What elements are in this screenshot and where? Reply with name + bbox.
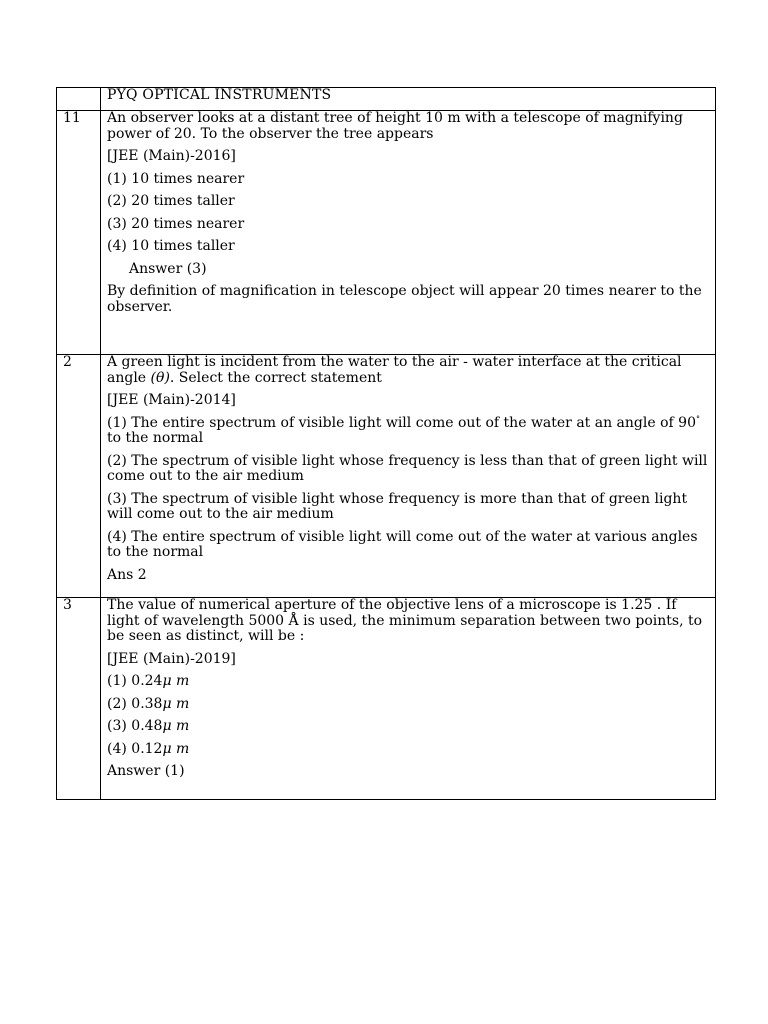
- option-2: (2) 20 times taller: [107, 193, 235, 209]
- answer: Answer (3): [129, 260, 207, 277]
- question-text-part-a: The value of numerical aperture of the objective lens of a microscope is 1.25 . If light of wavelength: [107, 597, 677, 629]
- wavelength-value: 5000 Å: [248, 612, 299, 629]
- option-4: [107, 742, 709, 758]
- option-3: (3) 20 times nearer: [107, 215, 245, 232]
- option-3: (3) The spectrum of visible light whose frequency is more than that of green light will come out to the air medium: [107, 490, 688, 522]
- question-text-part-b: is used, the minimum separation between two points, to be seen as distinct, will be :: [107, 612, 703, 644]
- theta-symbol: (θ): [150, 369, 170, 386]
- question-cell: [101, 111, 716, 355]
- exam-tag: [JEE (Main)-2019]: [107, 650, 236, 667]
- question-table: [56, 87, 716, 800]
- header-number-cell: [57, 88, 101, 111]
- option-2: [107, 697, 709, 713]
- option-1-angle: [678, 415, 700, 431]
- option-label: (3): [107, 718, 127, 734]
- question-number: 2: [57, 355, 101, 598]
- question-text-part-b: . Select the correct statement: [169, 369, 382, 386]
- option-1-text-a: (1) The entire spectrum of visible light will come out of the water at an angle of: [107, 414, 674, 431]
- header-title-cell: [101, 88, 716, 111]
- option-label: (4): [107, 740, 127, 757]
- table-row: [57, 598, 716, 800]
- table-header-row: [57, 88, 716, 111]
- answer: Answer (1): [107, 763, 185, 779]
- option-1: [107, 413, 709, 447]
- question-cell: [101, 355, 716, 598]
- option-value: 0.38: [131, 695, 163, 712]
- angle-value: 90: [678, 414, 696, 431]
- option-1: [107, 674, 709, 690]
- option-2: (2) The spectrum of visible light whose frequency is less than that of green light will come out to the air medium: [107, 452, 708, 484]
- option-unit: μ m: [162, 718, 190, 734]
- option-4: (4) 10 times taller: [107, 238, 235, 254]
- answer: Ans 2: [107, 566, 147, 583]
- option-3: [107, 719, 709, 735]
- option-label: (1): [107, 673, 127, 689]
- option-value: 0.48: [131, 718, 163, 734]
- question-text: [107, 355, 709, 386]
- option-1: (1) 10 times nearer: [107, 170, 245, 187]
- option-label: (2): [107, 695, 127, 712]
- option-value: 0.12: [131, 740, 163, 757]
- option-unit: μ m: [162, 673, 190, 689]
- table-row: [57, 111, 716, 355]
- option-value: 0.24: [131, 673, 163, 689]
- question-number: 3: [57, 598, 101, 800]
- question-text: [107, 598, 709, 645]
- table-row: [57, 355, 716, 598]
- exam-tag: [JEE (Main)-2016]: [107, 148, 236, 164]
- option-unit: μ m: [162, 695, 190, 712]
- option-unit: μ m: [162, 740, 190, 757]
- option-4: (4) The entire spectrum of visible light will come out of the water at various angles to the normal: [107, 528, 698, 560]
- question-text: An observer looks at a distant tree of height 10 m with a telescope of magnifying power of 20. To the observer the tree appears: [107, 110, 683, 142]
- exam-tag: [JEE (Main)-2014]: [107, 392, 236, 408]
- explanation: By definition of magnification in telescope object will appear 20 times nearer to the observer.: [107, 283, 702, 315]
- option-1-text-b: to the normal: [107, 430, 204, 446]
- degree-symbol: °: [696, 413, 700, 423]
- question-cell: [101, 598, 716, 800]
- page-title: PYQ OPTICAL INSTRUMENTS: [107, 87, 332, 103]
- question-number: 11: [57, 111, 101, 355]
- question-text-part-a: A green light is incident from the water to the air - water interface at the critical angle: [107, 354, 682, 386]
